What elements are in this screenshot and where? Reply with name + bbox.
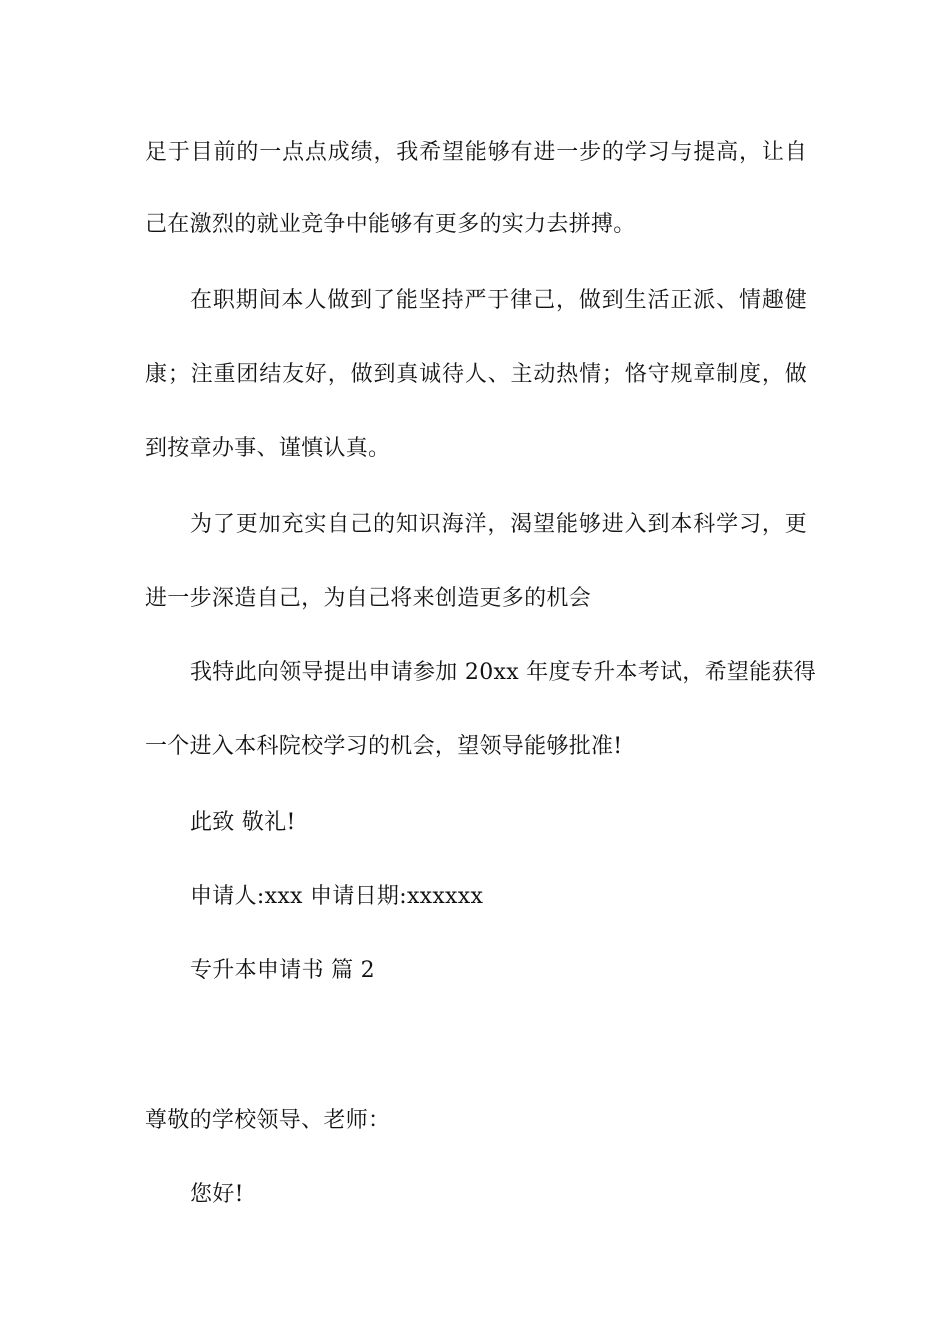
paragraph-3-line-1: 为了更加充实自己的知识海洋，渴望能够进入到本科学习，更 [190, 512, 807, 537]
letter-greeting: 尊敬的学校领导、老师： [145, 1108, 391, 1133]
paragraph-2-line-1: 在职期间本人做到了能坚持严于律己，做到生活正派、情趣健 [190, 288, 807, 313]
paragraph-4-line-1: 我特此向领导提出申请参加 20xx 年度专升本考试，希望能获得 [190, 660, 817, 685]
closing-salutation: 此致 敬礼! [190, 810, 296, 835]
paragraph-1-line-1: 足于目前的一点点成绩，我希望能够有进一步的学习与提高，让自 [145, 140, 807, 165]
paragraph-3-line-2: 进一步深造自己，为自己将来创造更多的机会 [145, 586, 592, 611]
letter-opening: 您好! [190, 1182, 244, 1207]
paragraph-2-line-2: 康；注重团结友好，做到真诚待人、主动热情；恪守规章制度，做 [145, 362, 807, 387]
paragraph-2-line-3: 到按章办事、谨慎认真。 [145, 436, 391, 461]
applicant-signature-line: 申请人:xxx 申请日期:xxxxxx [190, 884, 484, 909]
paragraph-4-line-2: 一个进入本科院校学习的机会，望领导能够批准! [145, 734, 623, 759]
paragraph-1-line-2: 己在激烈的就业竞争中能够有更多的实力去拼搏。 [145, 212, 636, 237]
section-heading: 专升本申请书 篇 2 [190, 958, 375, 983]
